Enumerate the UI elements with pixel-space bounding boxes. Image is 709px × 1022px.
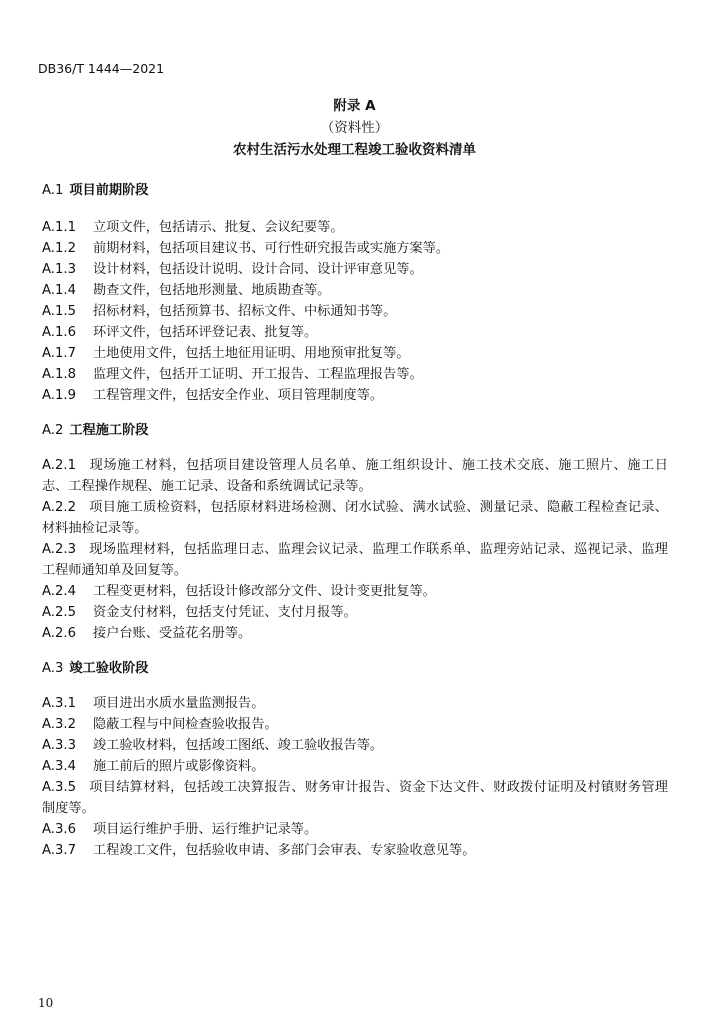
- clause-item: [42, 819, 668, 840]
- spacer: [42, 679, 668, 693]
- clause-number: A.3.3: [42, 738, 76, 753]
- clause-text: 工程竣工文件，包括验收申请、多部门会审表、专家验收意见等。: [93, 843, 476, 858]
- clause-item: [42, 735, 668, 756]
- clause-text: 工程管理文件，包括安全作业、项目管理制度等。: [93, 388, 384, 403]
- clause-text: 招标材料，包括预算书、招标文件、中标通知书等。: [93, 304, 397, 319]
- clause-item: [42, 777, 668, 819]
- clause-text: 竣工验收材料，包括竣工图纸、竣工验收报告等。: [93, 738, 384, 753]
- clause-number: A.1.1: [42, 220, 76, 235]
- clause-number: A.1.9: [42, 388, 76, 403]
- clause-text: 现场施工材料，包括项目建设管理人员名单、施工组织设计、施工技术交底、施工照片、施工日志、工程操作规程、施工记录、设备和系统调试记录等。: [42, 458, 668, 494]
- clause-number: A.2.4: [42, 584, 76, 599]
- spacer: [42, 201, 668, 217]
- clause-item: [42, 581, 668, 602]
- section-title: [42, 658, 668, 679]
- annex-nature: （资料性）: [320, 120, 389, 136]
- clause-item: [42, 217, 668, 238]
- clause-number: A.1.4: [42, 283, 76, 298]
- clause-number: A.3.1: [42, 696, 76, 711]
- page-number: 10: [38, 996, 54, 1010]
- document-body: [42, 180, 668, 861]
- clause-text: 现场监理材料，包括监理日志、监理会议记录、监理工作联系单、监理旁站记录、巡视记录、监理工程师通知单及回复等。: [42, 542, 668, 578]
- clause-text: 监理文件，包括开工证明、开工报告、工程监理报告等。: [93, 367, 423, 382]
- clause-number: A.1.2: [42, 241, 76, 256]
- spacer: [42, 644, 668, 658]
- clause-number: A.1.6: [42, 325, 76, 340]
- clause-text: 土地使用文件，包括土地征用证明、用地预审批复等。: [93, 346, 410, 361]
- clause-item: [42, 238, 668, 259]
- clause-text: 环评文件，包括环评登记表、批复等。: [93, 325, 318, 340]
- clause-text: 工程变更材料，包括设计修改部分文件、设计变更批复等。: [93, 584, 436, 599]
- annex-name: 农村生活污水处理工程竣工验收资料清单: [233, 142, 476, 158]
- clause-text: 前期材料，包括项目建议书、可行性研究报告或实施方案等。: [93, 241, 450, 256]
- clause-text: 施工前后的照片或影像资料。: [93, 759, 265, 774]
- clause-number: A.3.6: [42, 822, 76, 837]
- section-title-text: 项目前期阶段: [69, 183, 149, 198]
- clause-item: [42, 714, 668, 735]
- clause-number: A.2.3: [42, 542, 76, 557]
- clause-item: [42, 364, 668, 385]
- clause-text: 接户台账、受益花名册等。: [93, 626, 252, 641]
- section-number: A.1: [42, 183, 64, 198]
- clause-item: [42, 343, 668, 364]
- clause-item: [42, 840, 668, 861]
- clause-number: A.3.5: [42, 780, 76, 795]
- spacer: [42, 441, 668, 455]
- clause-text: 设计材料，包括设计说明、设计合同、设计评审意见等。: [93, 262, 423, 277]
- clause-item: [42, 455, 668, 497]
- clause-item: [42, 259, 668, 280]
- clause-number: A.2.1: [42, 458, 76, 473]
- clause-text: 项目运行维护手册、运行维护记录等。: [93, 822, 318, 837]
- clause-text: 立项文件，包括请示、批复、会议纪要等。: [93, 220, 344, 235]
- clause-number: A.1.8: [42, 367, 76, 382]
- clause-item: [42, 497, 668, 539]
- section-title: [42, 420, 668, 441]
- clause-text: 隐蔽工程与中间检查验收报告。: [93, 717, 278, 732]
- clause-number: A.3.4: [42, 759, 76, 774]
- clause-number: A.2.5: [42, 605, 76, 620]
- clause-number: A.2.6: [42, 626, 76, 641]
- section-title-text: 工程施工阶段: [69, 423, 149, 438]
- clause-item: [42, 322, 668, 343]
- clause-item: [42, 756, 668, 777]
- clause-number: A.1.3: [42, 262, 76, 277]
- clause-number: A.1.7: [42, 346, 76, 361]
- clause-item: [42, 693, 668, 714]
- clause-number: A.3.2: [42, 717, 76, 732]
- clause-text: 勘查文件，包括地形测量、地质勘查等。: [93, 283, 331, 298]
- section-number: A.2: [42, 423, 64, 438]
- clause-item: [42, 280, 668, 301]
- section-title-text: 竣工验收阶段: [69, 661, 149, 676]
- clause-text: 项目进出水质水量监测报告。: [93, 696, 265, 711]
- clause-text: 项目施工质检资料，包括原材料进场检测、闭水试验、满水试验、测量记录、隐蔽工程检查记录、材料抽检记录等。: [42, 500, 668, 536]
- clause-item: [42, 602, 668, 623]
- clause-number: A.1.5: [42, 304, 76, 319]
- section-number: A.3: [42, 661, 64, 676]
- spacer: [42, 406, 668, 420]
- document-code: DB36/T 1444—2021: [38, 61, 165, 76]
- section-title: [42, 180, 668, 201]
- clause-number: A.3.7: [42, 843, 76, 858]
- annex-title: 附录 A: [333, 98, 376, 114]
- clause-item: [42, 385, 668, 406]
- clause-item: [42, 301, 668, 322]
- clause-text: 资金支付材料，包括支付凭证、支付月报等。: [93, 605, 357, 620]
- clause-text: 项目结算材料，包括竣工决算报告、财务审计报告、资金下达文件、财政拨付证明及村镇财务管理制度等。: [42, 780, 668, 816]
- clause-item: [42, 539, 668, 581]
- clause-item: [42, 623, 668, 644]
- clause-number: A.2.2: [42, 500, 76, 515]
